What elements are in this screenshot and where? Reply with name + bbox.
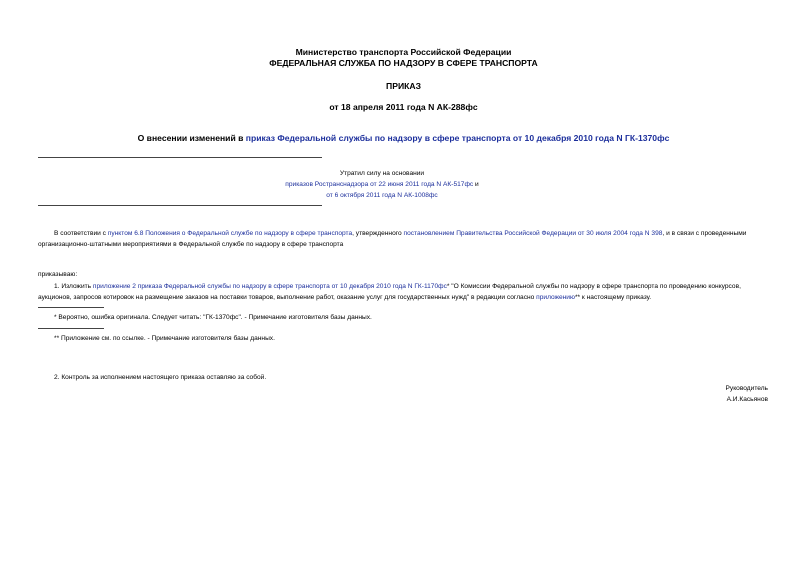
preamble-paragraph (38, 228, 769, 250)
item1-text-a: 1. Изложить (54, 283, 93, 290)
divider-bottom (38, 205, 322, 206)
document-title (0, 133, 807, 143)
regulation-clause-link[interactable]: пунктом 6.8 Положения о Федеральной службе по надзору в сфере транспорта (107, 230, 353, 237)
document-type: ПРИКАЗ (386, 81, 421, 91)
status-note-line2 (180, 179, 584, 190)
order-item-2: 2. Контроль за исполнением настоящего приказа оставляю за собой. (54, 374, 267, 381)
ministry-name: Министерство транспорта Российской Федерации (295, 47, 512, 57)
service-name: ФЕДЕРАЛЬНАЯ СЛУЖБА ПО НАДЗОРУ В СФЕРЕ ТРАНСПОРТА (269, 58, 538, 68)
appendix-2-link[interactable]: приложение 2 приказа Федеральной службы по надзору в сфере транспорта от 10 декабря 2010 года N ГК-1170фс (92, 283, 447, 290)
signatory-name: А.И.Касьянов (726, 396, 768, 403)
status-note-line3 (180, 190, 584, 201)
repealing-orders-link[interactable]: приказов Ространснадзора от 22 июня 2011 года N АК-517фс (285, 181, 474, 188)
preamble-text-b: , утвержденного (352, 230, 404, 237)
status-note-join: и (473, 181, 479, 188)
amended-order-link[interactable]: приказ Федеральной службы по надзору в сфере транспорта от 10 декабря 2010 года N ГК-1370фс (245, 133, 670, 143)
preamble-text-a: В соответствии с (54, 230, 108, 237)
divider-top (38, 157, 322, 158)
order-word: приказываю: (38, 271, 78, 278)
item1-text-c: ** к настоящему приказу. (574, 294, 652, 301)
preamble-text-c: , и в связи с проведенными организационно-штатными мероприятиями в Федеральной службе по надзору в сфере транспорта (38, 230, 747, 248)
document-title-prefix: О внесении изменений в (137, 133, 246, 143)
appendix-link[interactable]: приложению (536, 294, 575, 301)
footnote-2: ** Приложение см. по ссылке. - Примечание изготовителя базы данных. (54, 335, 275, 342)
status-note-line1: Утратил силу на основании (339, 170, 425, 177)
repealing-order-2-link[interactable]: от 6 октября 2011 года N АК-1008фс (326, 192, 438, 199)
government-resolution-link[interactable]: постановлением Правительства Российской Федерации от 30 июля 2004 года N 398 (403, 230, 663, 237)
document-date-number: от 18 апреля 2011 года N АК-288фс (329, 102, 478, 112)
signatory-position: Руководитель (725, 385, 768, 392)
footnote-divider-2 (38, 328, 104, 329)
order-item-1 (38, 281, 769, 303)
item1-text-b: * "О Комиссии Федеральной службы по надзору в сфере транспорта по проведению конкурсов, аукционов, запросов котировок на размещение заказов на поставки товаров, выполнение работ, оказание услуг для государственных нужд" в редакции согласно (38, 283, 741, 301)
footnote-divider-1 (38, 307, 104, 308)
footnote-1: * Вероятно, ошибка оригинала. Следует читать: "ГК-1370фс". - Примечание изготовителя базы данных. (54, 314, 372, 321)
